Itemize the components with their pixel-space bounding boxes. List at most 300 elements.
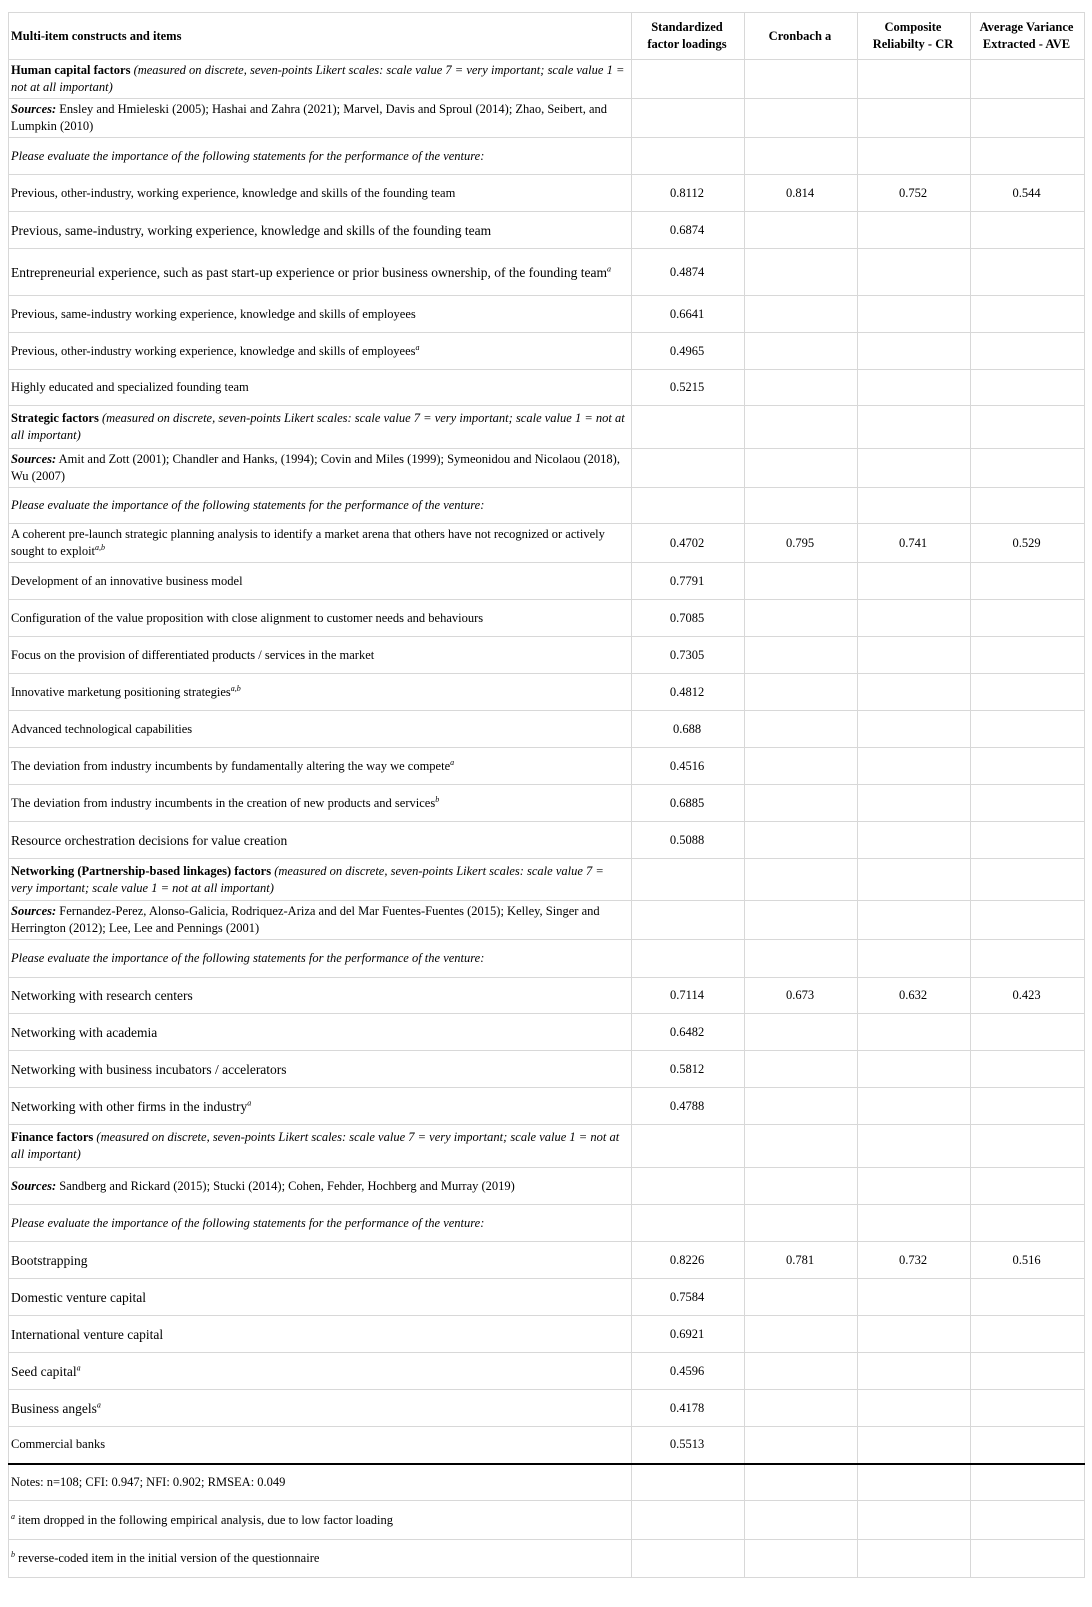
item-text: A coherent pre-launch strategic planning analysis to identify a market arena that others have not recognized or actively sought to exploit xyxy=(11,527,605,558)
empty-cell xyxy=(971,1501,1085,1540)
empty-cell xyxy=(745,1540,858,1578)
table-body xyxy=(9,60,1085,1578)
empty-cell xyxy=(632,1501,745,1540)
empty-cell xyxy=(745,901,858,940)
factor-loading: 0.6482 xyxy=(632,1014,745,1051)
item-text-cell xyxy=(9,1051,632,1088)
factor-loading: 0.6921 xyxy=(632,1316,745,1353)
empty-cell xyxy=(632,859,745,901)
cr-value xyxy=(858,1279,971,1316)
ave-value xyxy=(971,748,1085,785)
item-text: Previous, other-industry working experience, knowledge and skills of employees xyxy=(11,343,416,358)
item-text: Configuration of the value proposition with close alignment to customer needs and behaviours xyxy=(11,610,484,625)
cr-value xyxy=(858,249,971,296)
item-text-cell xyxy=(9,1353,632,1390)
measurement-table-container xyxy=(8,12,1084,1578)
cronbach-value xyxy=(745,1088,858,1125)
cronbach-value xyxy=(745,1427,858,1464)
item-text-cell xyxy=(9,637,632,674)
factor-loading: 0.4965 xyxy=(632,333,745,370)
ave-value xyxy=(971,212,1085,249)
empty-cell xyxy=(632,940,745,978)
cr-value: 0.732 xyxy=(858,1242,971,1279)
cr-value xyxy=(858,1353,971,1390)
header-loading: Standardized factor loadings xyxy=(632,13,745,60)
cr-value xyxy=(858,1014,971,1051)
table-row xyxy=(9,1353,1085,1390)
ave-value xyxy=(971,637,1085,674)
cronbach-value xyxy=(745,785,858,822)
item-text-cell xyxy=(9,1390,632,1427)
empty-cell xyxy=(971,1205,1085,1242)
section-sources-row xyxy=(9,449,1085,488)
factor-loading: 0.4874 xyxy=(632,249,745,296)
cr-value xyxy=(858,1051,971,1088)
item-text-cell xyxy=(9,1427,632,1464)
empty-cell xyxy=(971,1125,1085,1168)
factor-loading: 0.7791 xyxy=(632,563,745,600)
empty-cell xyxy=(971,901,1085,940)
table-row xyxy=(9,333,1085,370)
item-footnote-marker: b xyxy=(435,794,440,804)
table-row xyxy=(9,1390,1085,1427)
footnote-a-text: item dropped in the following empirical analysis, due to low factor loading xyxy=(15,1512,394,1527)
empty-cell xyxy=(971,99,1085,138)
cr-value xyxy=(858,370,971,406)
table-row xyxy=(9,249,1085,296)
item-footnote-marker: a xyxy=(450,757,455,767)
ave-value xyxy=(971,563,1085,600)
factor-loading: 0.7584 xyxy=(632,1279,745,1316)
cronbach-value: 0.673 xyxy=(745,978,858,1014)
factor-loading: 0.4178 xyxy=(632,1390,745,1427)
empty-cell xyxy=(632,1205,745,1242)
table-row xyxy=(9,524,1085,563)
item-text-cell xyxy=(9,212,632,249)
ave-value xyxy=(971,333,1085,370)
table-row xyxy=(9,785,1085,822)
cr-value: 0.752 xyxy=(858,175,971,212)
section-heading xyxy=(9,859,632,901)
table-row xyxy=(9,674,1085,711)
section-title: Finance factors xyxy=(11,1130,94,1144)
item-text-cell xyxy=(9,563,632,600)
empty-cell xyxy=(858,1125,971,1168)
section-prompt xyxy=(9,940,632,978)
empty-cell xyxy=(971,449,1085,488)
section-prompt-row xyxy=(9,940,1085,978)
table-row xyxy=(9,1279,1085,1316)
factor-loading: 0.5812 xyxy=(632,1051,745,1088)
ave-value xyxy=(971,600,1085,637)
cronbach-value xyxy=(745,1279,858,1316)
cr-value xyxy=(858,1390,971,1427)
item-text: Focus on the provision of differentiated products / services in the market xyxy=(11,647,375,662)
empty-cell xyxy=(745,138,858,175)
notes-row xyxy=(9,1540,1085,1578)
empty-cell xyxy=(971,940,1085,978)
empty-cell xyxy=(745,1464,858,1501)
cronbach-value: 0.814 xyxy=(745,175,858,212)
item-text-cell xyxy=(9,370,632,406)
empty-cell xyxy=(971,859,1085,901)
item-text-cell xyxy=(9,674,632,711)
item-text-cell xyxy=(9,524,632,563)
section-description: (measured on discrete, seven-points Likert scales: scale value 7 = very important; scale value 1 = not at all important) xyxy=(11,1130,620,1161)
item-text: Development of an innovative business model xyxy=(11,573,243,588)
factor-loading: 0.688 xyxy=(632,711,745,748)
cronbach-value xyxy=(745,674,858,711)
item-footnote-marker: a xyxy=(76,1363,81,1372)
cronbach-value xyxy=(745,370,858,406)
section-prompt xyxy=(9,488,632,524)
cronbach-value xyxy=(745,249,858,296)
item-text: The deviation from industry incumbents by fundamentally altering the way we compete xyxy=(11,758,451,773)
cr-value xyxy=(858,711,971,748)
table-row xyxy=(9,1242,1085,1279)
cronbach-value: 0.781 xyxy=(745,1242,858,1279)
cronbach-value xyxy=(745,600,858,637)
empty-cell xyxy=(745,406,858,449)
factor-loading: 0.4516 xyxy=(632,748,745,785)
section-sources xyxy=(9,449,632,488)
item-text: The deviation from industry incumbents in the creation of new products and services xyxy=(11,795,436,810)
ave-value xyxy=(971,1390,1085,1427)
table-row xyxy=(9,296,1085,333)
item-text-cell xyxy=(9,822,632,859)
item-text-cell xyxy=(9,978,632,1014)
section-title: Strategic factors xyxy=(11,411,99,425)
table-row xyxy=(9,1316,1085,1353)
empty-cell xyxy=(858,406,971,449)
empty-cell xyxy=(745,449,858,488)
sources-text: Sandberg and Rickard (2015); Stucki (2014); Cohen, Fehder, Hochberg and Murray (2019) xyxy=(59,1178,515,1193)
table-row xyxy=(9,978,1085,1014)
section-sources-row xyxy=(9,99,1085,138)
item-text-cell xyxy=(9,1088,632,1125)
notes-cell xyxy=(9,1464,632,1501)
notes-fit: Notes: n=108; CFI: 0.947; NFI: 0.902; RMSEA: 0.049 xyxy=(11,1474,286,1489)
empty-cell xyxy=(858,1168,971,1205)
table-row xyxy=(9,637,1085,674)
item-text: International venture capital xyxy=(11,1326,164,1342)
section-sources-row xyxy=(9,1168,1085,1205)
ave-value xyxy=(971,1088,1085,1125)
cr-value xyxy=(858,1427,971,1464)
table-row xyxy=(9,1427,1085,1464)
header-cr: Composite Reliabilty - CR xyxy=(858,13,971,60)
prompt-text: Please evaluate the importance of the following statements for the performance of the venture: xyxy=(11,1215,485,1230)
item-text: Entrepreneurial experience, such as past start-up experience or prior business ownership, of the founding team xyxy=(11,264,608,280)
cr-value: 0.741 xyxy=(858,524,971,563)
item-footnote-marker: a,b xyxy=(230,683,241,693)
empty-cell xyxy=(632,488,745,524)
item-text: Resource orchestration decisions for value creation xyxy=(11,832,288,848)
ave-value xyxy=(971,296,1085,333)
prompt-text: Please evaluate the importance of the following statements for the performance of the venture: xyxy=(11,951,485,965)
factor-loading: 0.6641 xyxy=(632,296,745,333)
table-row xyxy=(9,711,1085,748)
ave-value: 0.544 xyxy=(971,175,1085,212)
ave-value xyxy=(971,822,1085,859)
measurement-table xyxy=(8,12,1085,1578)
section-prompt xyxy=(9,138,632,175)
empty-cell xyxy=(745,859,858,901)
item-text: Previous, other-industry, working experience, knowledge and skills of the founding team xyxy=(11,185,456,200)
section-prompt xyxy=(9,1205,632,1242)
item-text: Networking with business incubators / accelerators xyxy=(11,1061,287,1077)
header-ave: Average Variance Extracted - AVE xyxy=(971,13,1085,60)
table-row xyxy=(9,175,1085,212)
ave-value xyxy=(971,370,1085,406)
empty-cell xyxy=(858,99,971,138)
header-construct: Multi-item constructs and items xyxy=(9,13,632,60)
table-row xyxy=(9,563,1085,600)
section-description: (measured on discrete, seven-points Likert scales: scale value 7 = very important; scale value 1 = not at all important) xyxy=(11,63,625,94)
section-sources xyxy=(9,99,632,138)
empty-cell xyxy=(632,901,745,940)
ave-value: 0.516 xyxy=(971,1242,1085,1279)
sources-label: Sources: xyxy=(11,904,57,918)
table-row xyxy=(9,600,1085,637)
item-footnote-marker: a xyxy=(415,342,420,352)
notes-row xyxy=(9,1464,1085,1501)
item-text: Advanced technological capabilities xyxy=(11,721,193,736)
item-text: Networking with academia xyxy=(11,1024,158,1040)
ave-value xyxy=(971,1014,1085,1051)
table-row xyxy=(9,822,1085,859)
table-header-row xyxy=(9,13,1085,60)
empty-cell xyxy=(745,488,858,524)
empty-cell xyxy=(745,1125,858,1168)
factor-loading: 0.4812 xyxy=(632,674,745,711)
table-row xyxy=(9,1088,1085,1125)
section-prompt-row xyxy=(9,1205,1085,1242)
ave-value xyxy=(971,1279,1085,1316)
empty-cell xyxy=(745,1205,858,1242)
empty-cell xyxy=(632,99,745,138)
ave-value: 0.423 xyxy=(971,978,1085,1014)
item-text-cell xyxy=(9,175,632,212)
ave-value xyxy=(971,1316,1085,1353)
empty-cell xyxy=(858,1205,971,1242)
empty-cell xyxy=(971,138,1085,175)
item-text-cell xyxy=(9,249,632,296)
section-sources-row xyxy=(9,901,1085,940)
item-text: Highly educated and specialized founding team xyxy=(11,380,249,394)
cr-value xyxy=(858,333,971,370)
notes-cell xyxy=(9,1540,632,1578)
item-text: Networking with research centers xyxy=(11,988,193,1003)
item-footnote-marker: a xyxy=(96,1400,101,1409)
cronbach-value xyxy=(745,333,858,370)
cr-value xyxy=(858,563,971,600)
empty-cell xyxy=(745,1168,858,1205)
ave-value: 0.529 xyxy=(971,524,1085,563)
item-text-cell xyxy=(9,600,632,637)
cronbach-value xyxy=(745,748,858,785)
item-text-cell xyxy=(9,333,632,370)
section-description: (measured on discrete, seven-points Likert scales: scale value 7 = very important; scale value 1 = not at all important) xyxy=(11,411,625,442)
empty-cell xyxy=(632,60,745,99)
cronbach-value xyxy=(745,1316,858,1353)
footnote-b-marker: b xyxy=(11,1549,15,1559)
factor-loading: 0.4702 xyxy=(632,524,745,563)
notes-cell xyxy=(9,1501,632,1540)
cr-value xyxy=(858,296,971,333)
cronbach-value: 0.795 xyxy=(745,524,858,563)
empty-cell xyxy=(858,449,971,488)
ave-value xyxy=(971,249,1085,296)
section-title: Networking (Partnership-based linkages) factors xyxy=(11,863,272,878)
factor-loading: 0.8226 xyxy=(632,1242,745,1279)
header-cronbach xyxy=(745,13,858,60)
empty-cell xyxy=(858,1540,971,1578)
section-title-row xyxy=(9,406,1085,449)
section-title: Human capital factors xyxy=(11,63,131,77)
empty-cell xyxy=(632,1168,745,1205)
empty-cell xyxy=(971,406,1085,449)
ave-value xyxy=(971,1051,1085,1088)
sources-text: Amit and Zott (2001); Chandler and Hanks, (1994); Covin and Miles (1999); Symeonidou and Nicolaou (2018), Wu (2007) xyxy=(11,452,620,483)
empty-cell xyxy=(858,1501,971,1540)
cronbach-value xyxy=(745,1353,858,1390)
section-heading xyxy=(9,60,632,99)
cronbach-value xyxy=(745,1014,858,1051)
empty-cell xyxy=(858,1464,971,1501)
cr-value xyxy=(858,1316,971,1353)
item-text: Domestic venture capital xyxy=(11,1289,146,1305)
empty-cell xyxy=(745,60,858,99)
cronbach-value xyxy=(745,1051,858,1088)
section-prompt-row xyxy=(9,138,1085,175)
cr-value xyxy=(858,785,971,822)
table-row xyxy=(9,212,1085,249)
empty-cell xyxy=(971,1464,1085,1501)
item-text-cell xyxy=(9,748,632,785)
factor-loading: 0.6885 xyxy=(632,785,745,822)
empty-cell xyxy=(971,60,1085,99)
item-text: Innovative marketung positioning strategies xyxy=(11,684,231,699)
factor-loading: 0.7305 xyxy=(632,637,745,674)
cr-value xyxy=(858,822,971,859)
section-heading xyxy=(9,406,632,449)
sources-text: Fernandez-Perez, Alonso-Galicia, Rodriquez-Ariza and del Mar Fuentes-Fuentes (2015); Kelley, Singer and Herrington (2012); Lee, Lee and Pennings (2001) xyxy=(11,904,600,935)
cr-value xyxy=(858,637,971,674)
prompt-text: Please evaluate the importance of the following statements for the performance of the venture: xyxy=(11,148,485,163)
cronbach-value xyxy=(745,1390,858,1427)
cr-value xyxy=(858,1088,971,1125)
section-sources xyxy=(9,1168,632,1205)
factor-loading: 0.5513 xyxy=(632,1427,745,1464)
factor-loading: 0.4596 xyxy=(632,1353,745,1390)
cr-value xyxy=(858,212,971,249)
item-footnote-marker: a xyxy=(247,1098,252,1107)
factor-loading: 0.5088 xyxy=(632,822,745,859)
section-sources xyxy=(9,901,632,940)
empty-cell xyxy=(745,940,858,978)
footnote-a-marker: a xyxy=(11,1511,15,1521)
item-text-cell xyxy=(9,1242,632,1279)
item-text: Business angels xyxy=(11,1400,97,1416)
table-row xyxy=(9,370,1085,406)
sources-label: Sources: xyxy=(11,452,57,466)
empty-cell xyxy=(632,449,745,488)
ave-value xyxy=(971,674,1085,711)
section-description: (measured on discrete, seven-points Likert scales: scale value 7 = very important; scale value 1 = not at all important) xyxy=(11,863,604,895)
cronbach-value xyxy=(745,711,858,748)
section-title-row xyxy=(9,60,1085,99)
item-text: Bootstrapping xyxy=(11,1252,88,1268)
empty-cell xyxy=(858,60,971,99)
item-text: Previous, same-industry, working experience, knowledge and skills of the founding team xyxy=(11,222,492,238)
empty-cell xyxy=(858,901,971,940)
cronbach-value xyxy=(745,212,858,249)
empty-cell xyxy=(632,1540,745,1578)
cr-value xyxy=(858,600,971,637)
table-row xyxy=(9,1051,1085,1088)
empty-cell xyxy=(858,859,971,901)
ave-value xyxy=(971,1353,1085,1390)
item-footnote-marker: a,b xyxy=(95,542,106,552)
cr-value xyxy=(858,674,971,711)
item-text: Previous, same-industry working experience, knowledge and skills of employees xyxy=(11,306,416,321)
item-text-cell xyxy=(9,785,632,822)
sources-text: Ensley and Hmieleski (2005); Hashai and Zahra (2021); Marvel, Davis and Sproul (2014); Zhao, Seibert, and Lumpkin (2010) xyxy=(11,102,608,133)
ave-value xyxy=(971,785,1085,822)
empty-cell xyxy=(858,940,971,978)
empty-cell xyxy=(632,406,745,449)
factor-loading: 0.4788 xyxy=(632,1088,745,1125)
section-prompt-row xyxy=(9,488,1085,524)
cr-value: 0.632 xyxy=(858,978,971,1014)
factor-loading: 0.5215 xyxy=(632,370,745,406)
ave-value xyxy=(971,1427,1085,1464)
item-text-cell xyxy=(9,1316,632,1353)
cronbach-value xyxy=(745,637,858,674)
empty-cell xyxy=(632,1464,745,1501)
header-cronbach-label: Cronbach a xyxy=(768,28,832,43)
item-text: Commercial banks xyxy=(11,1437,106,1452)
factor-loading: 0.8112 xyxy=(632,175,745,212)
empty-cell xyxy=(858,488,971,524)
notes-row xyxy=(9,1501,1085,1540)
item-footnote-marker: a xyxy=(607,264,612,273)
item-text-cell xyxy=(9,1279,632,1316)
table-row xyxy=(9,748,1085,785)
empty-cell xyxy=(971,1168,1085,1205)
prompt-text: Please evaluate the importance of the following statements for the performance of the venture: xyxy=(11,498,485,512)
item-text-cell xyxy=(9,1014,632,1051)
item-text: Networking with other firms in the industry xyxy=(11,1098,248,1114)
empty-cell xyxy=(632,138,745,175)
table-row xyxy=(9,1014,1085,1051)
empty-cell xyxy=(858,138,971,175)
factor-loading: 0.6874 xyxy=(632,212,745,249)
ave-value xyxy=(971,711,1085,748)
cronbach-value xyxy=(745,822,858,859)
cr-value xyxy=(858,748,971,785)
footnote-b-text: reverse-coded item in the initial version of the questionnaire xyxy=(15,1551,320,1565)
item-text: Seed capital xyxy=(11,1363,77,1379)
empty-cell xyxy=(971,488,1085,524)
section-heading xyxy=(9,1125,632,1168)
cronbach-value xyxy=(745,563,858,600)
empty-cell xyxy=(971,1540,1085,1578)
empty-cell xyxy=(745,1501,858,1540)
section-title-row xyxy=(9,859,1085,901)
empty-cell xyxy=(745,99,858,138)
